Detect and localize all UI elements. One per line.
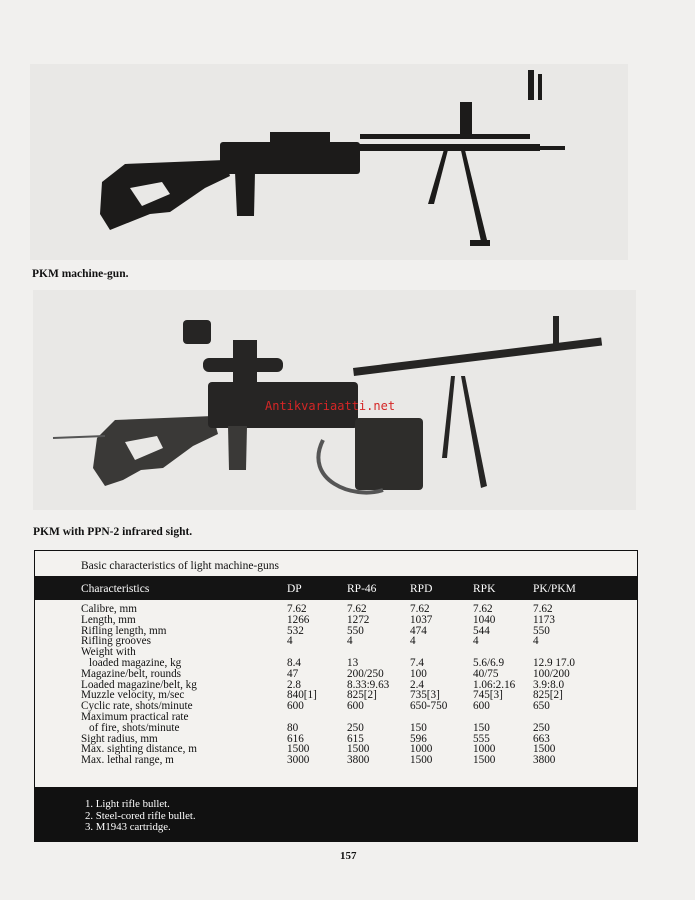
table-cell: 7.62 [473,603,493,615]
table-cell: 544 [473,624,490,637]
header-characteristics: Characteristics [81,583,150,595]
table-cell: 1000 [473,743,496,756]
table-cell: 650 [533,700,550,713]
table-cell: 1040 [473,613,496,626]
table-cell: of fire, shots/minute [89,721,180,734]
pkm-photo [30,64,628,260]
table-cell: 4 [410,635,416,648]
table-cell: 1037 [410,613,433,626]
column-rpk [473,604,515,766]
table-cell: 600 [473,700,490,713]
table-cell: Loaded magazine/belt, kg [81,678,197,691]
table-cell: Muzzle velocity, m/sec [81,689,185,702]
watermark: Antikvariaatti.net [265,399,396,413]
header-rp46: RP-46 [347,583,377,595]
table-cell: 8.33:9.63 [347,678,390,691]
table-cell: 1.06:2.16 [473,678,516,691]
header-rpd: RPD [410,583,433,595]
table-cell: 600 [347,700,364,713]
table-cell: 840[1] [287,689,317,702]
table-cell: 8.4 [287,656,301,669]
table-cell: 474 [410,624,427,637]
table-cell: 7.62 [533,603,553,615]
table-cell: 3000 [287,754,310,767]
table-cell: Weight with [81,646,136,659]
table-cell: 1266 [287,613,310,626]
table-cell: 825[2] [347,689,377,702]
table-cell: Maximum practical rate [81,710,189,723]
table-cell: Length, mm [81,613,136,626]
table-cell: 1500 [410,754,433,767]
column-dp [287,604,317,766]
table-cell: 532 [287,624,304,637]
table-cell: 100 [410,667,427,680]
table-cell: 250 [347,721,364,734]
footnote-2: 2. Steel-cored rifle bullet. [85,809,196,822]
table-cell: loaded magazine, kg [89,656,182,669]
table-cell: 3.9:8.0 [533,678,565,691]
table-cell: 555 [473,732,490,745]
table-cell: 12.9 17.0 [533,656,575,669]
table-cell: 615 [347,732,364,745]
table-cell: 40/75 [473,667,499,680]
table-title: Basic characteristics of light machine-guns [81,560,279,572]
table-cell: 825[2] [533,689,563,702]
table-cell: 13 [347,656,359,669]
table-footnotes [35,787,637,841]
table-cell: Rifling grooves [81,635,151,648]
table-cell: Rifling length, mm [81,624,167,637]
table-cell: 2.4 [410,678,424,691]
table-cell: 616 [287,732,304,745]
table-cell: Max. lethal range, m [81,754,174,767]
table-cell: 5.6/6.9 [473,656,505,669]
column-pkpkm [533,604,575,766]
table-cell: Max. sighting distance, m [81,743,197,756]
table-cell: 4 [287,635,293,648]
table-cell: 7.62 [347,603,367,615]
table-cell: 100/200 [533,667,570,680]
table-cell: 1173 [533,613,555,626]
table-cell: 1500 [533,743,556,756]
photo1-caption: PKM machine-gun. [32,268,129,280]
footnote-1: 1. Light rifle bullet. [85,798,170,810]
table-cell: 4 [533,635,539,648]
column-characteristics [81,604,197,766]
table-cell: 80 [287,721,299,734]
table-cell: 550 [533,624,550,637]
table-cell: 663 [533,732,550,745]
column-rp46 [347,604,389,766]
table-cell: 7.4 [410,656,424,669]
table-cell: 1500 [473,754,496,767]
table-cell: 3800 [347,754,370,767]
table-cell: 250 [533,721,550,734]
header-rpk: RPK [473,583,496,595]
photo2-caption: PKM with PPN-2 infrared sight. [33,526,193,538]
header-pkpkm: PK/PKM [533,583,576,595]
table-cell: 2.8 [287,678,301,691]
table-cell: 47 [287,667,299,680]
header-dp: DP [287,583,302,595]
page-number: 157 [340,850,357,862]
table-cell: 1500 [287,743,310,756]
table-cell: 650-750 [410,700,448,713]
table-cell: 4 [347,635,353,648]
table-cell: Sight radius, mm [81,732,158,745]
table-cell: 7.62 [410,603,430,615]
table-cell: 550 [347,624,364,637]
footnote-3: 3. M1943 cartridge. [85,821,171,833]
table-cell: Cyclic rate, shots/minute [81,700,193,713]
table-cell: 745[3] [473,689,503,702]
table-cell: 150 [473,721,490,734]
table-cell: 4 [473,635,479,648]
table-cell: 1272 [347,613,370,626]
table-cell: 735[3] [410,689,440,702]
table-cell: 1000 [410,743,433,756]
table-cell: Calibre, mm [81,603,137,615]
table-cell: 1500 [347,743,370,756]
table-header-row [35,576,637,600]
table-cell: 600 [287,700,304,713]
table-cell: Magazine/belt, rounds [81,667,182,680]
pkm-machine-gun-image [30,64,628,260]
characteristics-table [34,550,638,842]
column-rpd [410,604,447,766]
table-cell: 200/250 [347,667,384,680]
table-cell: 7.62 [287,603,307,615]
table-cell: 150 [410,721,427,734]
table-cell: 596 [410,732,427,745]
table-cell: 3800 [533,754,556,767]
